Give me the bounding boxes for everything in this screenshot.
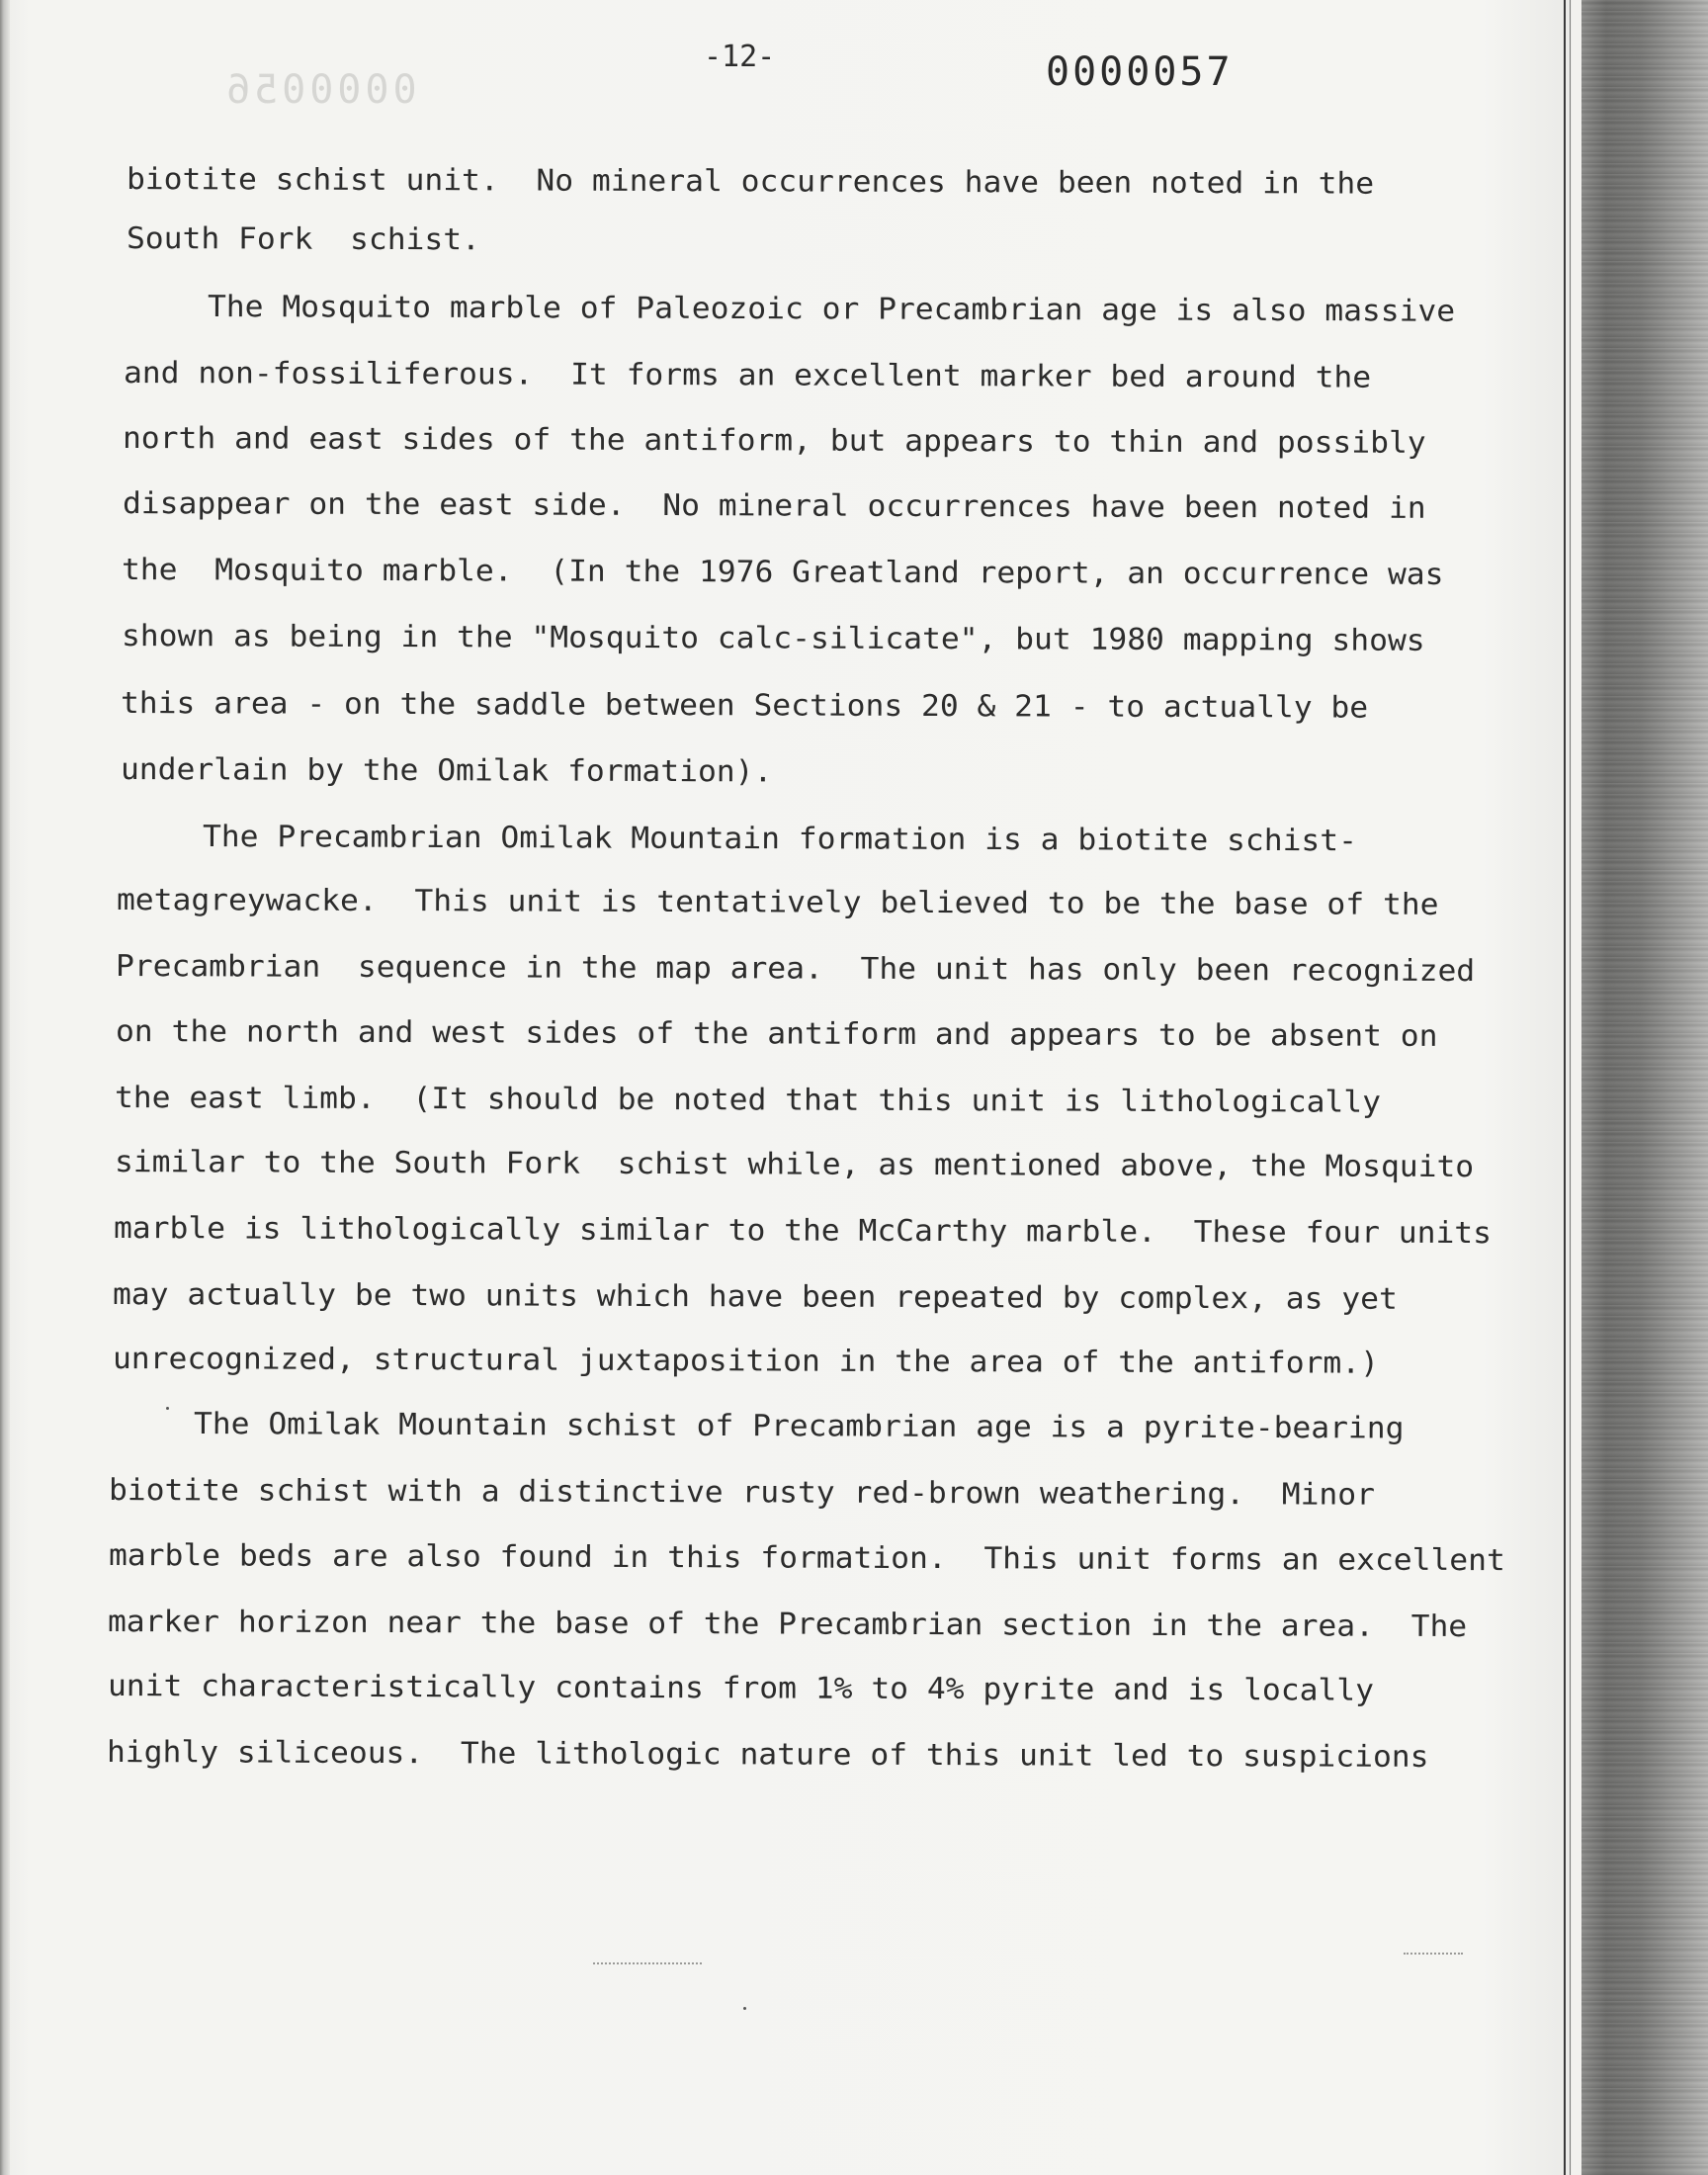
text-line: highly siliceous. The lithologic nature of this unit led to suspicions [106,1735,1429,1775]
text-line: disappear on the east side. No mineral occurrences have been noted in [122,486,1426,526]
text-line: marker horizon near the base of the Precambrian section in the area. The [107,1605,1468,1645]
text-line: shown as being in the "Mosquito calc-silicate", but 1980 mapping shows [121,619,1425,658]
text-line: unrecognized, structural juxtaposition in the area of the antiform.) [112,1342,1380,1381]
text-line: north and east sides of the antiform, but appears to thin and possibly [122,421,1426,461]
scanner-shadow [1581,0,1708,2175]
scan-speck [1404,1953,1463,1957]
text-line: similar to the South Fork schist while, as mentioned above, the Mosquito [114,1145,1475,1185]
page-edge-line [1564,0,1566,2175]
scan-dot [743,2007,746,2010]
text-line: The Mosquito marble of Paleozoic or Precambrian age is also massive [207,290,1456,329]
text-line: the east limb. (It should be noted that this unit is lithologically [114,1081,1382,1120]
text-line: may actually be two units which have been repeated by complex, as yet [112,1277,1398,1317]
text-line: biotite schist with a distinctive rusty red-brown weathering. Minor [108,1473,1376,1513]
scan-dot [166,1407,169,1410]
text-line: underlain by the Omilak formation). [120,752,773,790]
text-line: the Mosquito marble. (In the 1976 Greatland report, an occurrence was [121,553,1444,592]
text-line: marble beds are also found in this formation. This unit forms an excellent [108,1538,1505,1579]
text-line: on the north and west sides of the antiform and appears to be absent on [115,1014,1438,1054]
page-number: -12- [704,40,776,74]
text-line: metagreywacke. This unit is tentatively believed to be the base of the [116,883,1439,922]
text-line: biotite schist unit. No mineral occurrences have been noted in the [126,162,1375,202]
text-line: The Precambrian Omilak Mountain formation is a biotite schist- [202,820,1358,859]
text-line: and non-fossiliferous. It forms an excellent marker bed around the [123,356,1372,395]
text-line: The Omilak Mountain schist of Precambrian age is a pyrite-bearing [193,1407,1405,1446]
scan-speck [593,1962,702,1966]
text-line: this area - on the saddle between Sections 20 & 21 - to actually be [120,686,1369,726]
document-number: 0000057 [1046,49,1234,95]
bleed-through-number: 0000056 [222,67,417,113]
text-line: unit characteristically contains from 1% to 4% pyrite and is locally [107,1669,1375,1708]
text-line: South Fork schist. [126,221,480,258]
text-line: marble is lithologically similar to the McCarthy marble. These four units [113,1211,1493,1252]
page-edge-line [1570,0,1571,2175]
page-left-edge [0,0,10,2175]
text-line: Precambrian sequence in the map area. The unit has only been recognized [115,949,1476,990]
